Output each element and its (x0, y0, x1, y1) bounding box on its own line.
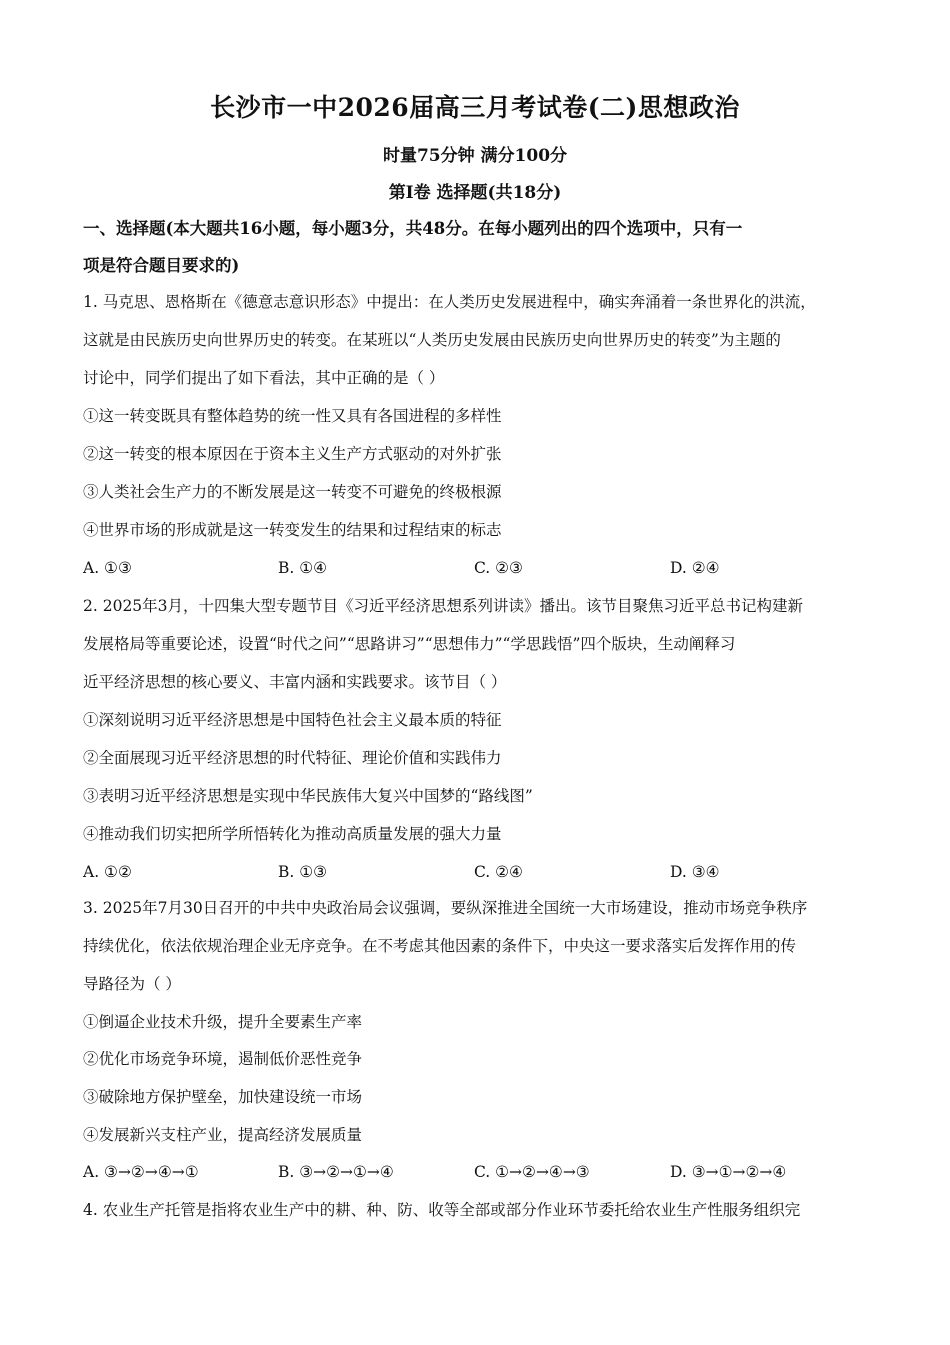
question-1-option-a: A. ①③ (83, 559, 132, 577)
question-1-item-2: ②这一转变的根本原因在于资本主义生产方式驱动的对外扩张 (83, 445, 502, 463)
question-2-stem-line-1: 2. 2025年3月，十四集大型专题节目《习近平经济思想系列讲读》播出。该节目聚焦习近平总书记构建新 (83, 597, 804, 615)
exam-title: 长沙市一中2026届高三月考试卷(二)思想政治 (210, 93, 740, 122)
question-2-item-1: ①深刻说明习近平经济思想是中国特色社会主义最本质的特征 (83, 711, 502, 729)
question-3-option-d: D. ③→①→②→④ (670, 1163, 787, 1181)
question-3-option-c: C. ①→②→④→③ (474, 1163, 590, 1181)
question-2-option-b: B. ①③ (278, 863, 328, 881)
question-3-stem-line-1: 3. 2025年7月30日召开的中共中央政治局会议强调，要纵深推进全国统一大市场建设，推动市场竞争秩序 (83, 899, 808, 917)
question-3-item-4: ④发展新兴支柱产业，提高经济发展质量 (83, 1126, 363, 1144)
question-3-option-a: A. ③→②→④→① (83, 1163, 199, 1181)
question-2-stem-line-2: 发展格局等重要论述，设置“时代之问”“思路讲习”“思想伟力”“学思践悟”四个版块，生动阐释习 (83, 635, 736, 653)
question-2-item-3: ③表明习近平经济思想是实现中华民族伟大复兴中国梦的“路线图” (83, 787, 533, 805)
question-1-stem-line-3: 讨论中，同学们提出了如下看法，其中正确的是（ ） (83, 369, 445, 387)
question-2-stem-line-3: 近平经济思想的核心要义、丰富内涵和实践要求。该节目（ ） (83, 673, 507, 691)
question-3-option-b: B. ③→②→①→④ (278, 1163, 394, 1181)
question-1-item-1: ①这一转变既具有整体趋势的统一性又具有各国进程的多样性 (83, 407, 502, 425)
exam-meta: 时量75分钟 满分100分 (382, 146, 568, 166)
question-1-item-4: ④世界市场的形成就是这一转变发生的结果和过程结束的标志 (83, 521, 502, 539)
part-heading: 第Ⅰ卷 选择题(共18分) (388, 183, 562, 203)
question-3-item-3: ③破除地方保护壁垒，加快建设统一市场 (83, 1088, 363, 1106)
question-2-option-d: D. ③④ (670, 863, 720, 881)
section-heading-line-1: 一、选择题(本大题共16小题，每小题3分，共48分。在每小题列出的四个选项中，只有一 (83, 219, 743, 238)
question-3-stem-line-3: 导路径为（ ） (83, 975, 181, 993)
question-3-item-1: ①倒逼企业技术升级，提升全要素生产率 (83, 1013, 363, 1031)
question-2-option-c: C. ②④ (474, 863, 523, 881)
question-1-option-b: B. ①④ (278, 559, 328, 577)
question-2-item-4: ④推动我们切实把所学所悟转化为推动高质量发展的强大力量 (83, 825, 502, 843)
question-1-stem-line-2: 这就是由民族历史向世界历史的转变。在某班以“人类历史发展由民族历史向世界历史的转变”为主题的 (83, 331, 781, 349)
question-1-item-3: ③人类社会生产力的不断发展是这一转变不可避免的终极根源 (83, 483, 502, 501)
question-2-item-2: ②全面展现习近平经济思想的时代特征、理论价值和实践伟力 (83, 749, 502, 767)
question-1-option-d: D. ②④ (670, 559, 720, 577)
section-heading-line-2: 项是符合题目要求的) (83, 256, 240, 275)
question-3-stem-line-2: 持续优化，依法依规治理企业无序竞争。在不考虑其他因素的条件下，中央这一要求落实后发挥作用的传 (83, 937, 797, 955)
question-1-option-c: C. ②③ (474, 559, 523, 577)
question-1-stem-line-1: 1. 马克思、恩格斯在《德意志意识形态》中提出：在人类历史发展进程中，确实奔涌着一条世界化的洪流， (83, 293, 816, 311)
question-2-option-a: A. ①② (83, 863, 132, 881)
question-4-stem-line-1: 4. 农业生产托管是指将农业生产中的耕、种、防、收等全部或部分作业环节委托给农业生产性服务组织完 (83, 1201, 801, 1219)
question-3-item-2: ②优化市场竞争环境，遏制低价恶性竞争 (83, 1050, 363, 1068)
